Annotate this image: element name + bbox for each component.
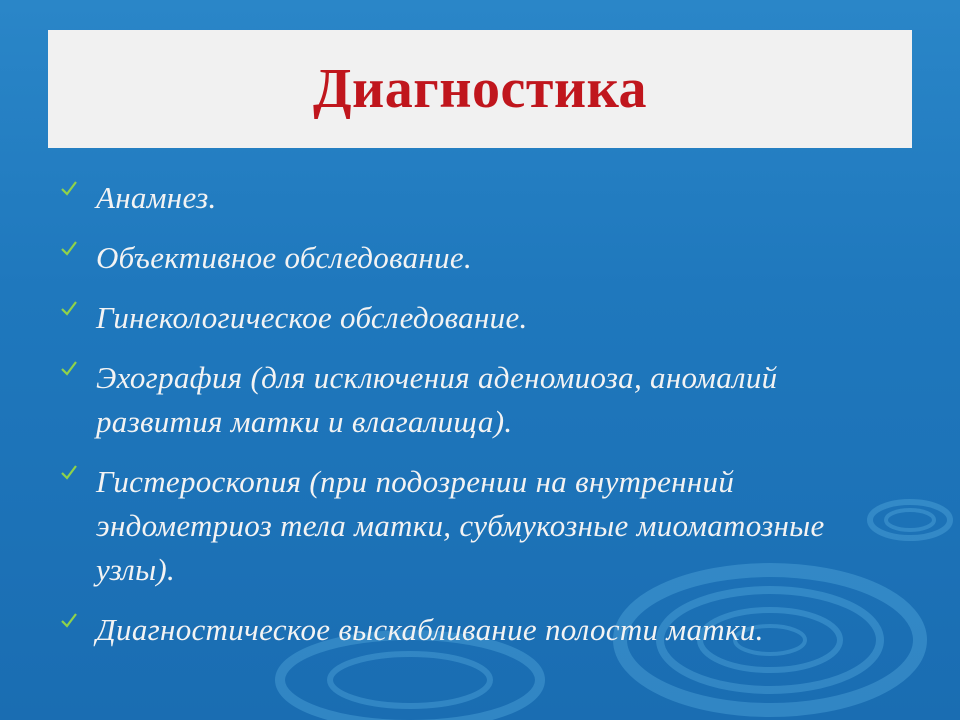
checkmark-icon xyxy=(60,296,96,323)
list-item xyxy=(60,176,910,220)
checkmark-icon xyxy=(60,608,96,635)
list-item xyxy=(60,460,910,592)
list-item xyxy=(60,236,910,280)
list-item-text: Анамнез. xyxy=(96,180,217,215)
list-item-text: Гистероскопия (при подозрении на внутренний эндометриоз тела матки, субмукозные миоматозные узлы). xyxy=(96,464,825,587)
list-item xyxy=(60,296,910,340)
checkmark-icon xyxy=(60,236,96,263)
checkmark-icon xyxy=(60,460,96,487)
list-item xyxy=(60,608,910,652)
list-item xyxy=(60,356,910,444)
list-item-text: Объективное обследование. xyxy=(96,240,473,275)
list-item-text: Гинекологическое обследование. xyxy=(96,300,528,335)
slide-title: Диагностика xyxy=(312,58,648,120)
title-box xyxy=(48,30,912,148)
list-item-text: Эхография (для исключения аденомиоза, аномалий развития матки и влагалища). xyxy=(96,360,778,439)
checkmark-icon xyxy=(60,176,96,203)
bullet-list xyxy=(60,176,910,668)
list-item-text: Диагностическое выскабливание полости матки. xyxy=(96,612,764,647)
checkmark-icon xyxy=(60,356,96,383)
